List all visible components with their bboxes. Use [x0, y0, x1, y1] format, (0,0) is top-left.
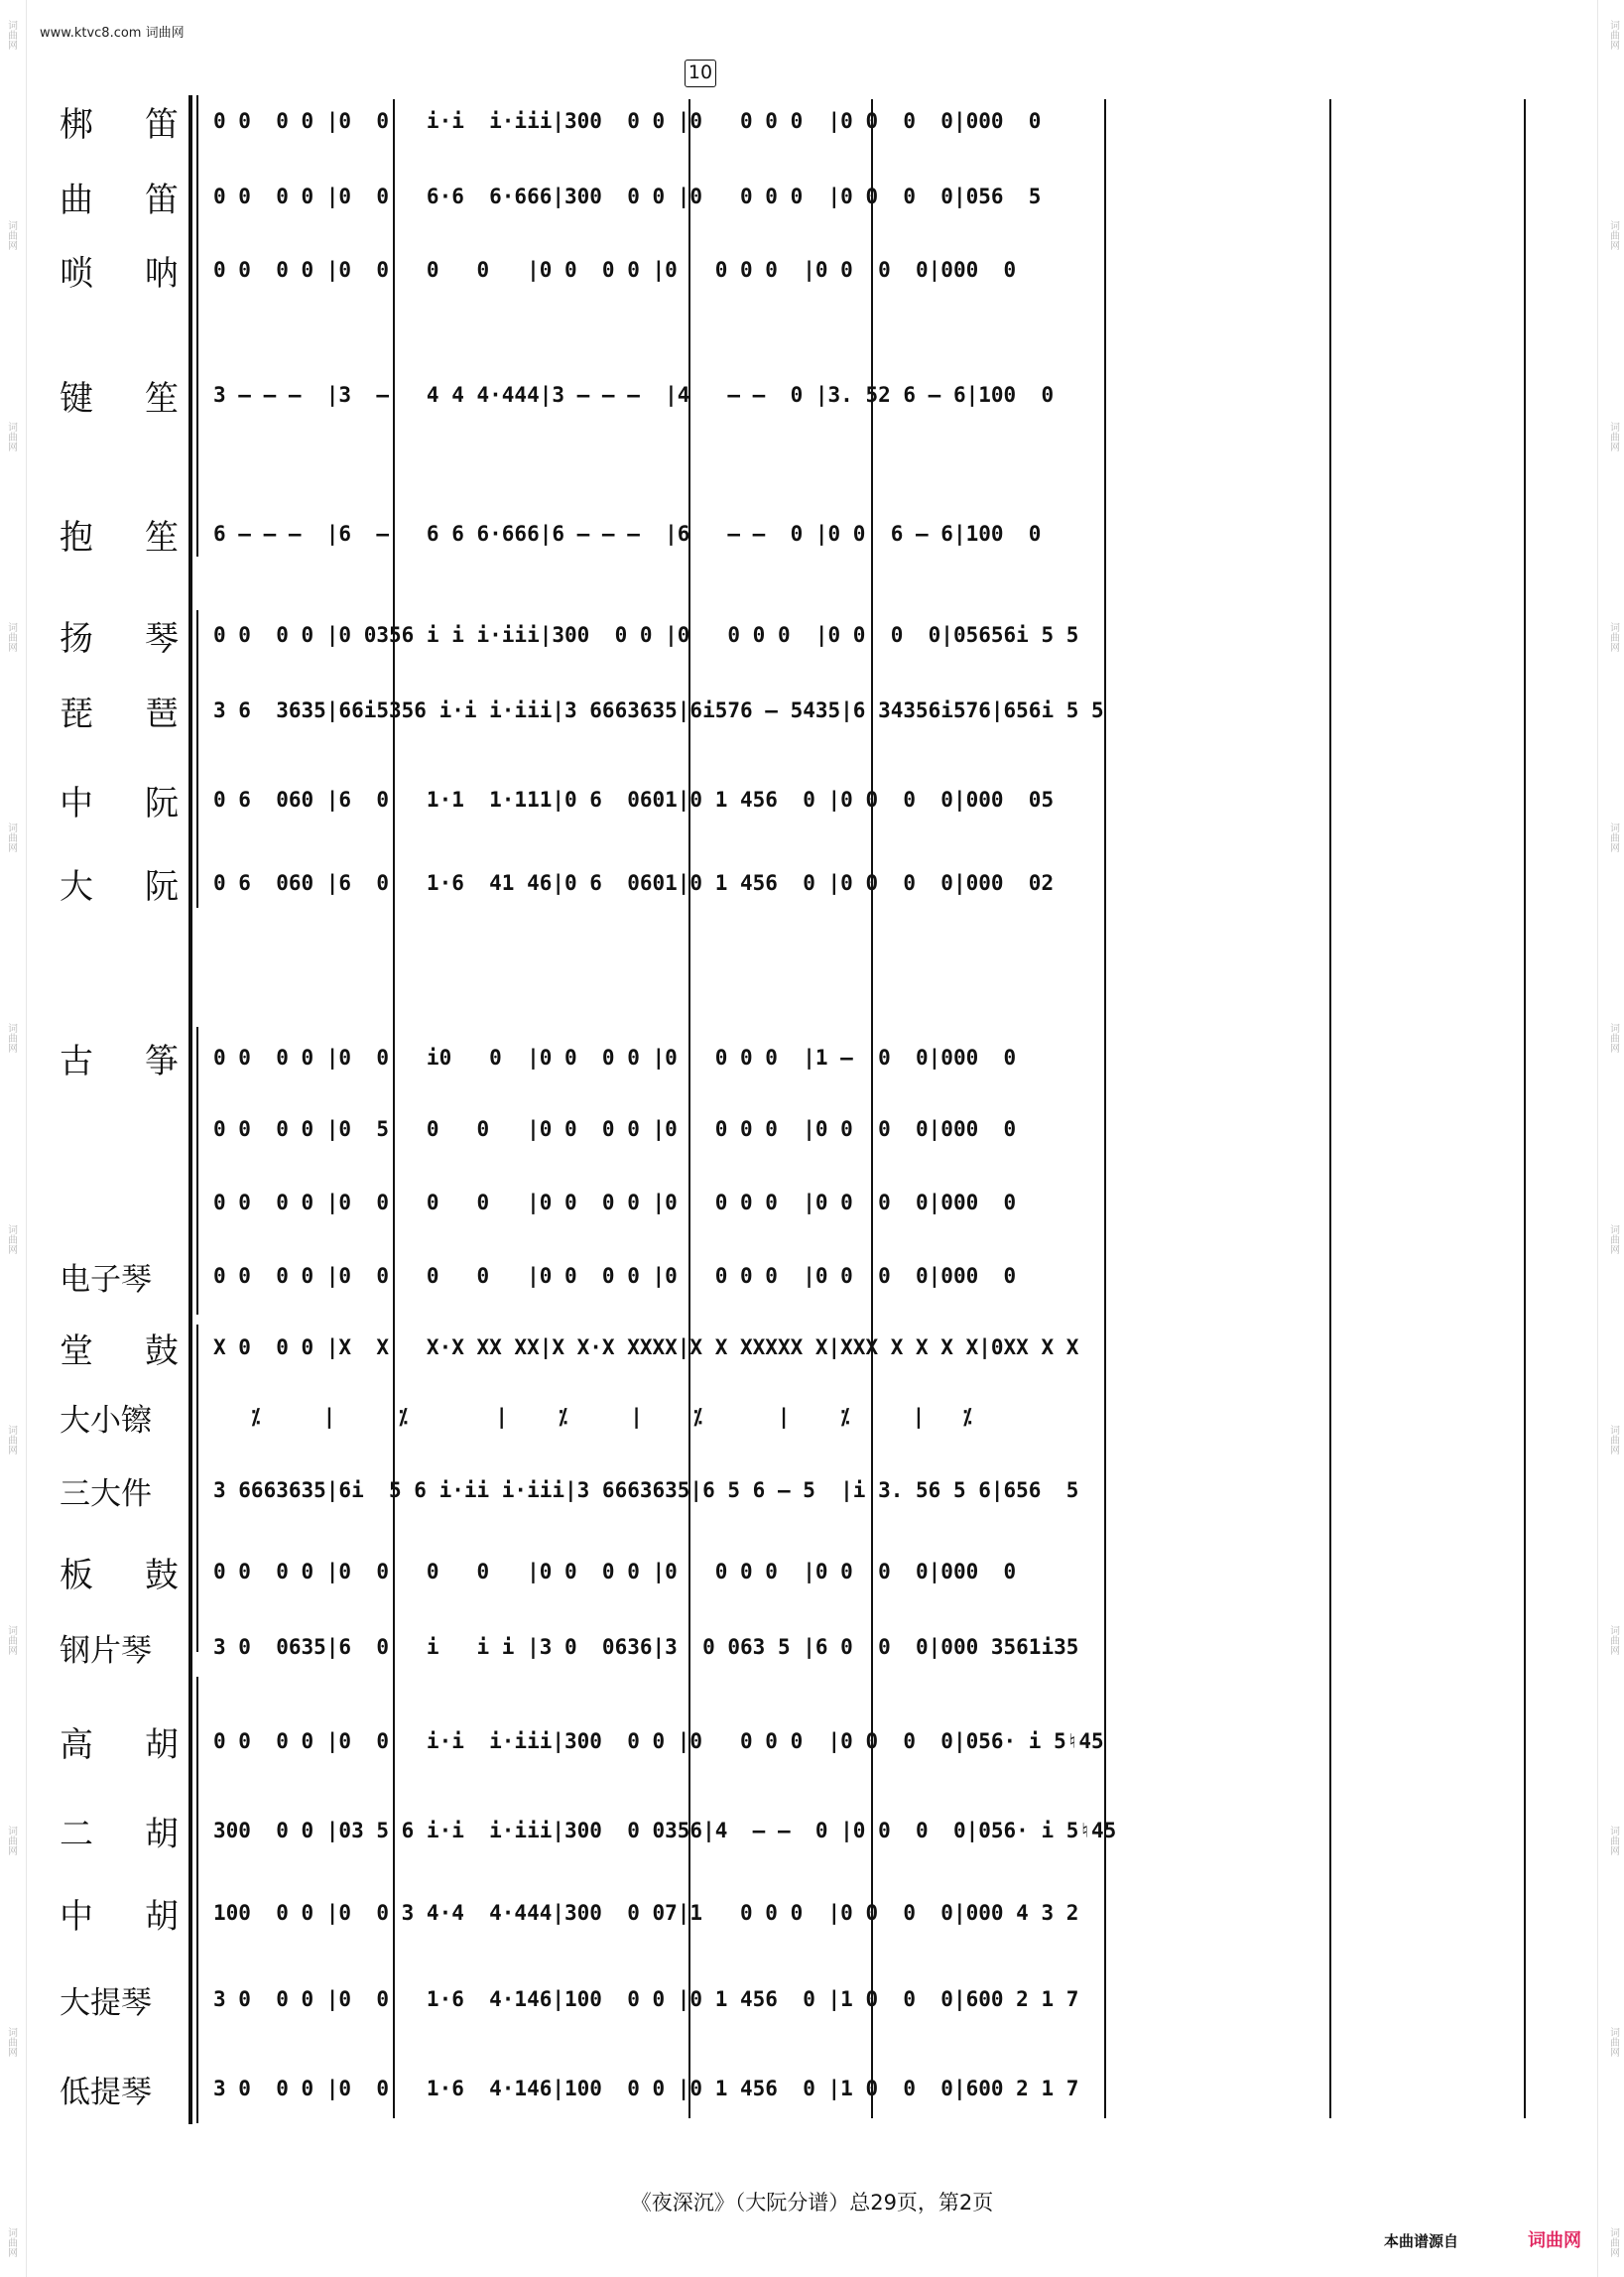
instrument-name: 大提琴	[60, 1984, 152, 2021]
instrument-name	[60, 1550, 179, 1593]
notation-line: 0 6 060 |6 0 1·6 41 46|0 6 0601|0 1 456 0 |0 0 0 0|000 02	[213, 871, 1055, 895]
instrument-name	[60, 613, 179, 657]
woodwind-bracket	[196, 95, 198, 557]
notation-line: 3 6 3635|66i5356 i·i i·iii|3 6663635|6i576 – 5435|6 34356i576|656i 5 5	[213, 698, 1104, 722]
notation-line: 0 0 0 0 |0 0 0 0 |0 0 0 0 |0 0 0 0 |0 0 0 0|000 0	[213, 1560, 1017, 1583]
instrument-name: 三大件	[60, 1475, 152, 1512]
instrument-name	[60, 1107, 179, 1151]
instrument-name-char: 笙	[145, 517, 179, 558]
instrument-name: 低提琴	[60, 2074, 152, 2110]
instrument-name-char: 二	[60, 1814, 93, 1854]
notation-line: 0 0 0 0 |0 0 0 0 |0 0 0 0 |0 0 0 0 |0 0 0 0|000 0	[213, 258, 1017, 282]
instrument-name	[60, 175, 179, 218]
instrument-name-char: 胡	[145, 1724, 179, 1765]
source-label: 本曲谱源自	[1384, 2232, 1459, 2250]
notation-line: 3 0 0635|6 0 i i i |3 0 0636|3 0 063 5 |6 0 0 0|000 3561i35	[213, 1635, 1079, 1659]
plucked-bracket	[196, 610, 198, 908]
notation-line: 3 0 0 0 |0 0 1·6 4·146|100 0 0 |0 1 456 0 |1 0 0 0|600 2 1 7	[213, 2077, 1079, 2100]
rehearsal-mark: 10	[685, 60, 716, 87]
instrument-name-char: 扬	[60, 618, 93, 659]
instrument-name-char: 鼓	[145, 1555, 179, 1595]
notation-line: 300 0 0 |03 5 6 i·i i·iii|300 0 0356|4 – – 0 |0 0 0 0|056· i 5♮45	[213, 1819, 1117, 1842]
notation-line: 3 6663635|6i 5 6 i·ii i·iii|3 6663635|6 5 6 – 5 |i 3. 56 5 6|656 5	[213, 1478, 1079, 1502]
instrument-name-char: 琵	[60, 694, 93, 734]
instrument-name-char: 唢	[60, 253, 93, 294]
instrument-name	[60, 99, 179, 143]
instrument-name-char: 琶	[145, 694, 179, 734]
instrument-name-char: 筝	[145, 1041, 179, 1081]
notation-line: 3 – – – |3 – 4 4 4·444|3 – – – |4 – – 0 |3. 52 6 – 6|100 0	[213, 383, 1055, 407]
instrument-name-char: 古	[60, 1041, 93, 1081]
instrument-name-char: 笛	[145, 104, 179, 145]
instrument-name-char: 胡	[145, 1896, 179, 1937]
instrument-name-char: 中	[60, 1896, 93, 1937]
instrument-name	[60, 1891, 179, 1935]
instrument-name	[60, 778, 179, 822]
right-watermark: 词曲网 词曲网 词曲网 词曲网 词曲网 词曲网 词曲网 词曲网 词曲网 词曲网 词曲网 词曲网	[1607, 20, 1619, 2257]
barline	[1524, 99, 1526, 2118]
instrument-name-char: 键	[60, 378, 93, 419]
instrument-name	[60, 1326, 179, 1369]
notation-line: 0 0 0 0 |0 0356 i i i·iii|300 0 0 |0 0 0 0 |0 0 0 0|05656i 5 5	[213, 623, 1079, 647]
instrument-name	[60, 1036, 179, 1079]
instrument-name-char: 笛	[145, 180, 179, 220]
site-logo[interactable]: 词曲网	[1528, 2230, 1581, 2251]
instrument-name	[60, 248, 179, 292]
instrument-name-char: 堂	[60, 1330, 93, 1371]
notation-line: 3 0 0 0 |0 0 1·6 4·146|100 0 0 |0 1 456 0 |1 0 0 0|600 2 1 7	[213, 1987, 1079, 2011]
site-url[interactable]: www.ktvc8.com 词曲网	[40, 26, 185, 41]
instrument-name-char: 抱	[60, 517, 93, 558]
page-footer: 《夜深沉》（大阮分谱）总29页，第2页	[630, 2191, 994, 2214]
notation-line: ⁒ | ⁒ | ⁒ | ⁒ | ⁒ | ⁒	[213, 1405, 972, 1429]
instrument-name: 钢片琴	[60, 1632, 152, 1669]
instrument-name: 大小镲	[60, 1402, 152, 1439]
instrument-name-char: 大	[60, 866, 93, 907]
notation-line: 0 6 060 |6 0 1·1 1·111|0 6 0601|0 1 456 0 |0 0 0 0|000 05	[213, 788, 1055, 812]
keyboard-bracket	[196, 1027, 198, 1315]
strings-bracket	[196, 1677, 198, 2123]
instrument-name	[60, 861, 179, 905]
instrument-name	[60, 1809, 179, 1852]
notation-line: 0 0 0 0 |0 0 0 0 |0 0 0 0 |0 0 0 0 |0 0 0 0|000 0	[213, 1191, 1017, 1214]
system-bracket	[188, 95, 192, 2124]
notation-line: 0 0 0 0 |0 0 0 0 |0 0 0 0 |0 0 0 0 |0 0 0 0|000 0	[213, 1264, 1017, 1288]
instrument-name-char: 呐	[145, 253, 179, 294]
instrument-name	[60, 512, 179, 556]
instrument-name-char: 笙	[145, 378, 179, 419]
instrument-name-char: 鼓	[145, 1330, 179, 1371]
instrument-name-char: 高	[60, 1724, 93, 1765]
instrument-name-char: 中	[60, 783, 93, 823]
notation-line: 6 – – – |6 – 6 6 6·666|6 – – – |6 – – 0 |0 0 6 – 6|100 0	[213, 522, 1042, 546]
instrument-name	[60, 1719, 179, 1763]
notation-line: 0 0 0 0 |0 0 i·i i·iii|300 0 0 |0 0 0 0 |0 0 0 0|000 0	[213, 109, 1042, 133]
instrument-name-char: 曲	[60, 180, 93, 220]
notation-line: 0 0 0 0 |0 0 i·i i·iii|300 0 0 |0 0 0 0 |0 0 0 0|056· i 5♮45	[213, 1729, 1104, 1753]
instrument-name-char: 阮	[145, 866, 179, 907]
notation-line: X 0 0 0 |X X X·X XX XX|X X·X XXXX|X X XXXXX X|XXX X X X X|0XX X X	[213, 1335, 1079, 1359]
instrument-name-char: 梆	[60, 104, 93, 145]
instrument-name-char: 板	[60, 1555, 93, 1595]
instrument-name	[60, 1181, 179, 1224]
instrument-name-char: 胡	[145, 1814, 179, 1854]
barline	[1329, 99, 1331, 2118]
left-watermark: 词曲网 词曲网 词曲网 词曲网 词曲网 词曲网 词曲网 词曲网 词曲网 词曲网 词曲网 词曲网	[5, 20, 17, 2257]
percussion-bracket	[196, 1325, 198, 1652]
instrument-name	[60, 373, 179, 417]
instrument-name-char: 琴	[145, 618, 179, 659]
notation-line: 100 0 0 |0 0 3 4·4 4·444|300 0 07|1 0 0 0 |0 0 0 0|000 4 3 2	[213, 1901, 1079, 1925]
notation-line: 0 0 0 0 |0 5 0 0 |0 0 0 0 |0 0 0 0 |0 0 0 0|000 0	[213, 1117, 1017, 1141]
instrument-name-char: 阮	[145, 783, 179, 823]
notation-line: 0 0 0 0 |0 0 i0 0 |0 0 0 0 |0 0 0 0 |1 – 0 0|000 0	[213, 1046, 1017, 1070]
notation-line: 0 0 0 0 |0 0 6·6 6·666|300 0 0 |0 0 0 0 |0 0 0 0|056 5	[213, 185, 1042, 208]
instrument-name: 电子琴	[60, 1261, 152, 1298]
instrument-name	[60, 689, 179, 732]
